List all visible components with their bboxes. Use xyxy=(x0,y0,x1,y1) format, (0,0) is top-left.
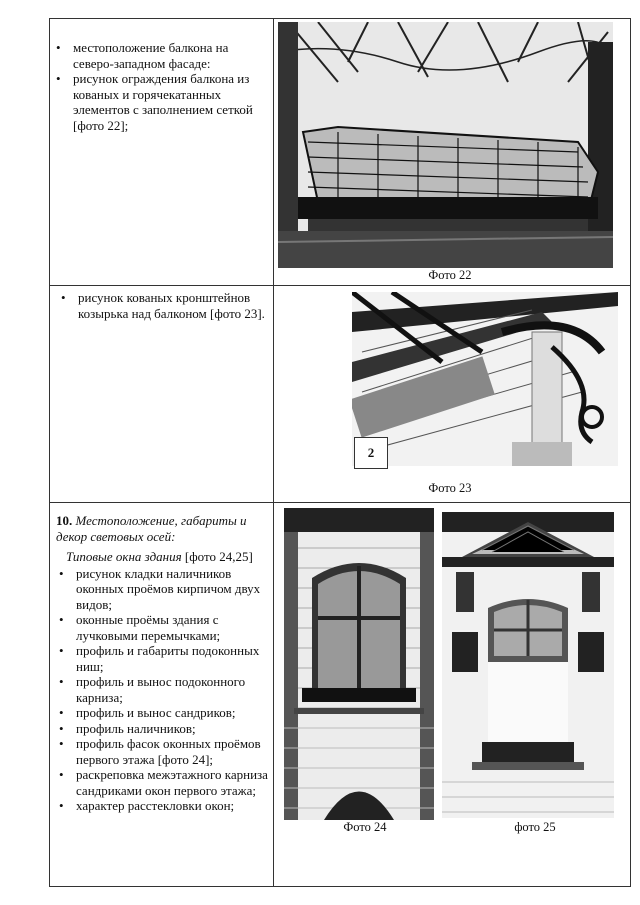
list-item: • профиль фасок оконных проёмов первого этажа [фото 24]; xyxy=(56,736,268,767)
list-item: • рисунок ограждения балкона из кованых и горячекатанных элементов с заполнением сеткой [фото 22]; xyxy=(53,71,263,133)
list-item: • оконные проёмы здания с лучковыми перемычками; xyxy=(56,612,268,643)
row1-text-cell xyxy=(53,40,263,133)
list-item: • местоположение балкона на северо-западном фасаде: xyxy=(53,40,263,71)
row1-bullet-list xyxy=(53,40,263,133)
row3-text-cell xyxy=(56,513,268,814)
section-10-title xyxy=(56,513,268,544)
photo-23-caption: Фото 23 xyxy=(428,481,472,495)
table-row-divider-1 xyxy=(49,285,631,286)
list-item: • раскреповка межэтажного карниза сандриками окон первого этажа; xyxy=(56,767,268,798)
table-border-middle xyxy=(273,18,274,887)
photo-24-window xyxy=(284,508,434,820)
list-item: • рисунок кованых кронштейнов козырька над балконом [фото 23]. xyxy=(58,290,268,321)
photo-24-caption: Фото 24 xyxy=(343,820,387,834)
photo-23-marker-badge: 2 xyxy=(354,437,388,469)
photo-25-window xyxy=(442,512,614,818)
list-item: • профиль и габариты подоконных ниш; xyxy=(56,643,268,674)
list-item: • рисунок кладки наличников оконных проёмов кирпичом двух видов; xyxy=(56,566,268,613)
photo-22-balcony xyxy=(278,22,613,268)
list-item: • профиль и вынос сандриков; xyxy=(56,705,268,721)
table-row-divider-2 xyxy=(49,502,631,503)
subhead-italic: Типовые окна здания xyxy=(66,549,182,564)
list-item: • профиль наличников; xyxy=(56,721,268,737)
list-item: • профиль и вынос подоконного карниза; xyxy=(56,674,268,705)
section-title-text: Местоположение, габариты и декор световых осей: xyxy=(56,513,247,544)
section-number: 10. xyxy=(56,513,73,528)
table-border-bottom xyxy=(49,886,631,887)
section-subhead xyxy=(56,549,268,565)
subhead-ref: [фото 24,25] xyxy=(181,549,253,564)
table-border-top xyxy=(49,18,631,19)
photo-22-caption: Фото 22 xyxy=(428,268,472,282)
photo-25-caption: фото 25 xyxy=(514,820,556,834)
row2-bullet-list xyxy=(58,290,268,321)
photo-23-brackets xyxy=(352,292,618,466)
row3-bullet-list xyxy=(56,566,268,814)
list-item: • характер расстекловки окон; xyxy=(56,798,268,814)
table-border-right xyxy=(630,18,631,887)
table-border-left xyxy=(49,18,50,887)
row2-text-cell xyxy=(58,290,268,321)
